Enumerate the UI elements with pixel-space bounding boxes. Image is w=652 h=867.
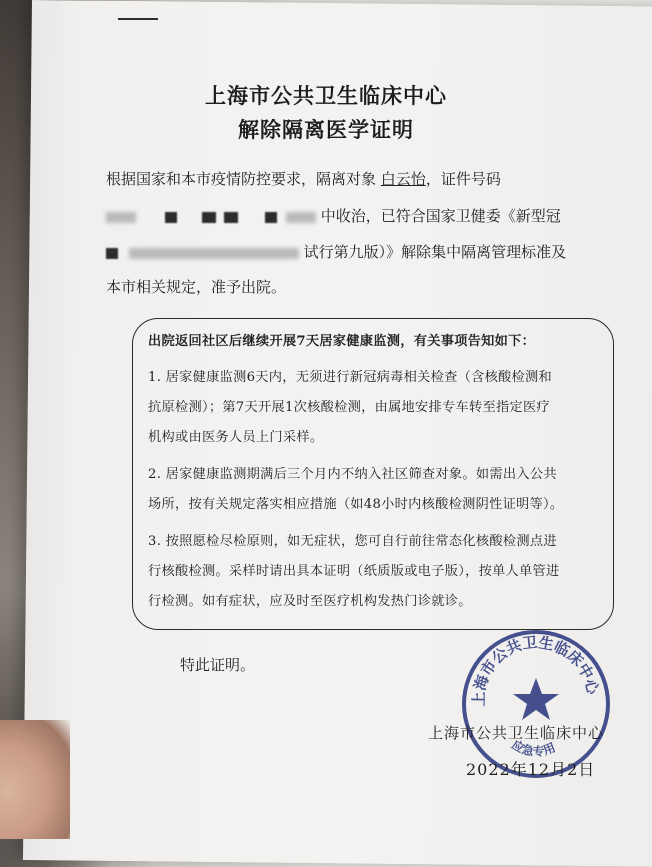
paragraph-text: 试行第九版）》解除集中隔离管理标准及: [303, 243, 567, 261]
official-seal: [462, 630, 610, 778]
document-subtitle: 解除隔离医学证明: [238, 117, 414, 142]
paragraph-text: 中收治，已符合国家卫健委《新型冠: [320, 207, 561, 225]
redaction-mark: [106, 248, 118, 259]
seal-subtext: 应急专用: [509, 737, 558, 759]
paragraph-line-4: 本市相关规定，准予出院。: [106, 278, 287, 296]
redaction-mark: [202, 212, 216, 223]
notice-item-3-line-3: 行检测。如有症状，应及时至医疗机构发热门诊就诊。: [148, 594, 472, 609]
seal-text: 上海市公共卫生临床中心: [469, 634, 602, 707]
notice-item-1-line-2: 抗原检测）；第7天开展1次核酸检测，由属地安排专车转至指定医疗: [148, 400, 550, 415]
notice-item-2-line-2: 场所，按有关规定落实相应措施（如48小时内核酸检测阴性证明等）。: [148, 497, 564, 512]
redaction-mark: [106, 212, 136, 223]
seal-star-icon: [513, 678, 559, 720]
notice-item-1-line-1: 1. 居家健康监测6天内，无须进行新冠病毒相关检查（含核酸检测和: [148, 370, 553, 385]
redaction-mark: [224, 212, 238, 223]
paragraph-line-3: [106, 241, 566, 262]
finger-overlay: [0, 720, 70, 839]
notice-item-3-line-2: 行核酸检测。采样时请出具本证明（纸质版或电子版），按单人单管进: [148, 564, 560, 579]
redaction-mark: [286, 212, 316, 223]
issuer-name: 上海市公共卫生临床中心: [428, 724, 605, 742]
paragraph-line-2: [106, 205, 561, 226]
redaction-mark: [265, 212, 277, 223]
redaction-mark: [129, 248, 299, 259]
notice-heading: 出院返回社区后继续开展7天居家健康监测，有关事项告知如下：: [148, 334, 536, 349]
certify-text: 特此证明。: [180, 656, 256, 674]
paragraph-text: 根据国家和本市疫情防控要求，隔离对象: [106, 170, 377, 188]
corner-dash-mark: [118, 18, 158, 20]
document-title: 上海市公共卫生临床中心: [205, 83, 447, 108]
issue-date: 2022年12月2日: [466, 760, 596, 779]
paragraph-text: ，证件号码: [425, 170, 501, 188]
seal-graphic: [466, 634, 606, 774]
redaction-mark: [165, 212, 177, 223]
paragraph-line-1: [106, 168, 501, 189]
notice-item-1-line-3: 机构或由医务人员上门采样。: [148, 430, 324, 445]
patient-name: 白云怡: [380, 170, 426, 188]
notice-item-2-line-1: 2. 居家健康监测期满后三个月内不纳入社区筛查对象。如需出入公共: [148, 467, 557, 482]
notice-item-3-line-1: 3. 按照愿检尽检原则，如无症状，您可自行前往常态化核酸检测点进: [148, 534, 557, 549]
